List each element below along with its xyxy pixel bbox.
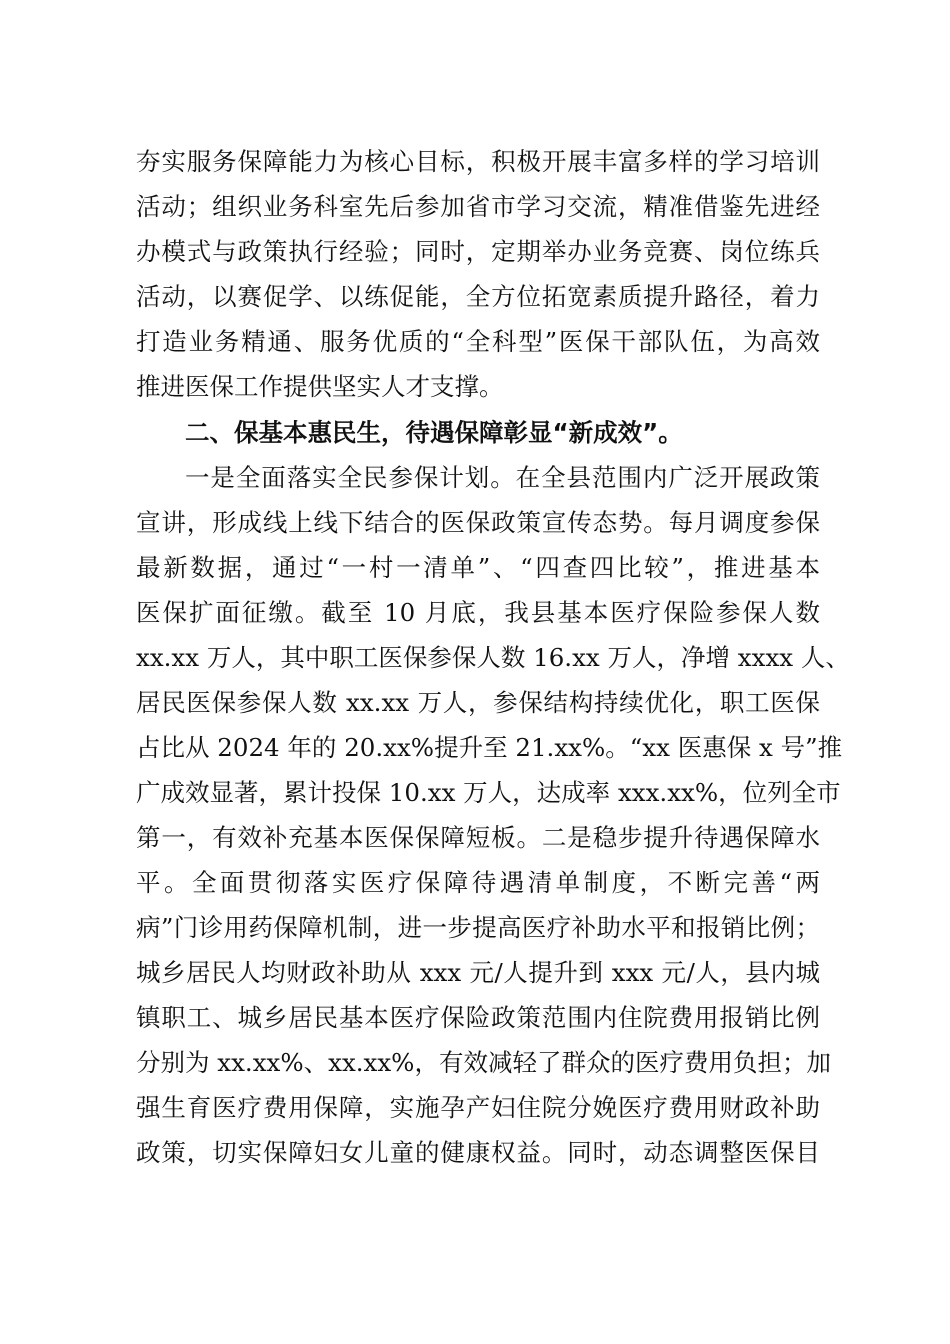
paragraph-line: 宣讲，形成线上线下结合的医保政策宣传态势。每月调度参保 — [136, 508, 820, 537]
paragraph-line: 广成效显著，累计投保 10.xx 万人，达成率 xxx.xx%，位列全市 — [136, 778, 841, 807]
paragraph-line: xx.xx 万人，其中职工医保参保人数 16.xx 万人，净增 xxxx 人、 — [136, 643, 850, 672]
section-heading: 二、保基本惠民生，待遇保障彰显“新成效”。 — [185, 418, 683, 447]
paragraph-line: 打造业务精通、服务优质的“全科型”医保干部队伍，为高效 — [136, 327, 820, 356]
paragraph-line: 政策，切实保障妇女儿童的健康权益。同时，动态调整医保目 — [136, 1138, 820, 1167]
paragraph-line: 夯实服务保障能力为核心目标，积极开展丰富多样的学习培训 — [136, 147, 820, 176]
paragraph-line: 强生育医疗费用保障，实施孕产妇住院分娩医疗费用财政补助 — [136, 1093, 820, 1122]
paragraph-line: 推进医保工作提供坚实人才支撑。 — [136, 372, 504, 401]
paragraph-line: 城乡居民人均财政补助从 xxx 元/人提升到 xxx 元/人，县内城 — [136, 958, 820, 987]
paragraph-line: 最新数据，通过“一村一清单”、“四查四比较”，推进基本 — [136, 553, 820, 582]
paragraph-line: 镇职工、城乡居民基本医疗保险政策范围内住院费用报销比例 — [136, 1003, 820, 1032]
paragraph-line: 分别为 xx.xx%、xx.xx%，有效减轻了群众的医疗费用负担；加 — [136, 1048, 831, 1077]
paragraph-line: 办模式与政策执行经验；同时，定期举办业务竞赛、岗位练兵 — [136, 237, 820, 266]
paragraph-line: 一是全面落实全民参保计划。在全县范围内广泛开展政策 — [185, 463, 820, 492]
paragraph-line: 医保扩面征缴。截至 10 月底，我县基本医疗保险参保人数 — [136, 598, 820, 627]
paragraph-line: 占比从 2024 年的 20.xx%提升至 21.xx%。“xx 医惠保 x 号”推 — [136, 733, 843, 762]
paragraph-line: 病”门诊用药保障机制，进一步提高医疗补助水平和报销比例； — [136, 913, 820, 942]
paragraph-line: 活动，以赛促学、以练促能，全方位拓宽素质提升路径，着力 — [136, 282, 820, 311]
paragraph-line: 平。全面贯彻落实医疗保障待遇清单制度，不断完善“两 — [136, 868, 820, 897]
paragraph-line: 活动；组织业务科室先后参加省市学习交流，精准借鉴先进经 — [136, 192, 820, 221]
paragraph-line: 居民医保参保人数 xx.xx 万人，参保结构持续优化，职工医保 — [136, 688, 820, 717]
paragraph-line: 第一，有效补充基本医保保障短板。二是稳步提升待遇保障水 — [136, 823, 820, 852]
